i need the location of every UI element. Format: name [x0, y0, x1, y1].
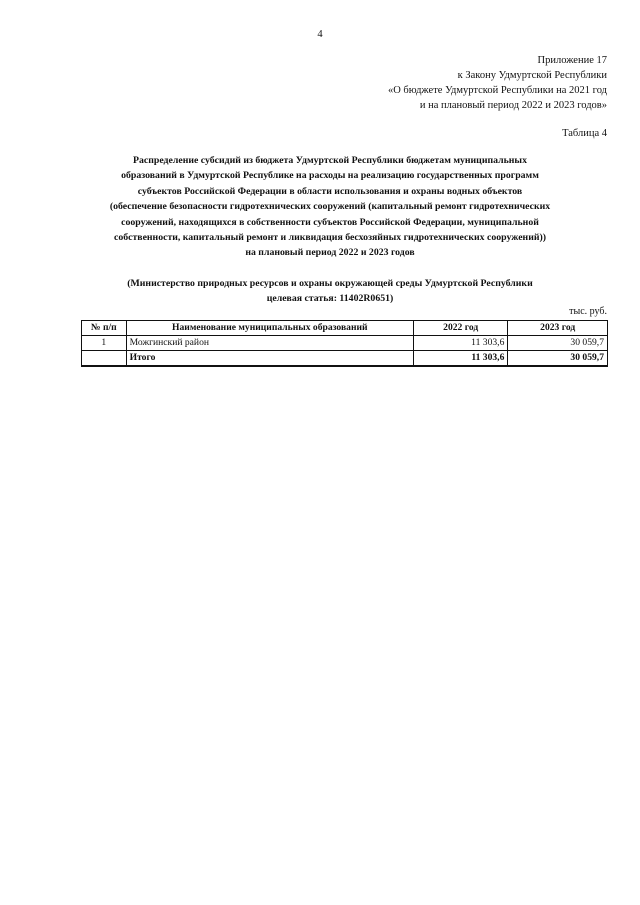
appendix-line: и на плановый период 2022 и 2023 годов»	[419, 100, 607, 111]
subtitle-line: (Министерство природных ресурсов и охраны окружающей среды Удмуртской Республики	[127, 278, 533, 289]
row-name: Можгинский район	[126, 336, 413, 351]
total-num	[82, 351, 127, 367]
total-row	[82, 351, 608, 367]
document-title	[80, 153, 580, 261]
ministry-subtitle	[80, 277, 580, 306]
header-num: № п/п	[82, 321, 127, 336]
header-2022: 2022 год	[413, 321, 507, 336]
appendix-line: Приложение 17	[537, 55, 607, 66]
subtitle-line: целевая статья: 11402R0651)	[266, 292, 394, 304]
appendix-line: «О бюджете Удмуртской Республики на 2021 год	[387, 85, 607, 96]
title-line: (обеспечение безопасности гидротехнических сооружений (капитальный ремонт гидротехнических	[109, 201, 551, 213]
title-line: Распределение субсидий из бюджета Удмуртской Республики бюджетам муниципальных	[133, 155, 527, 166]
page-number: 4	[317, 29, 323, 40]
table-header-row	[82, 321, 608, 336]
title-line: собственности, капитальный ремонт и ликвидация бесхозяйных гидротехнических сооружений))	[113, 232, 547, 244]
appendix-header	[388, 53, 607, 113]
units-label: тыс. руб.	[569, 306, 607, 317]
title-line: сооружений, находящихся в собственности субъектов Российской Федерации, муниципальной	[121, 216, 539, 228]
header-name: Наименование муниципальных образований	[126, 321, 413, 336]
table-label: Таблица 4	[562, 128, 607, 139]
title-line: образований в Удмуртской Республике на расходы на реализацию государственных программ	[121, 170, 539, 182]
row-2023: 30 059,7	[508, 336, 608, 351]
subsidy-table	[81, 320, 608, 367]
title-line: на плановый период 2022 и 2023 годов	[245, 247, 415, 259]
row-num: 1	[82, 336, 127, 351]
appendix-line: к Закону Удмуртской Республики	[457, 70, 607, 81]
row-2022: 11 303,6	[413, 336, 507, 351]
total-2022: 11 303,6	[413, 351, 507, 367]
total-label: Итого	[126, 351, 413, 367]
title-line: субъектов Российской Федерации в области использования и охраны водных объектов	[137, 185, 523, 197]
header-2023: 2023 год	[508, 321, 608, 336]
total-2023: 30 059,7	[508, 351, 608, 367]
table-row	[82, 336, 608, 351]
